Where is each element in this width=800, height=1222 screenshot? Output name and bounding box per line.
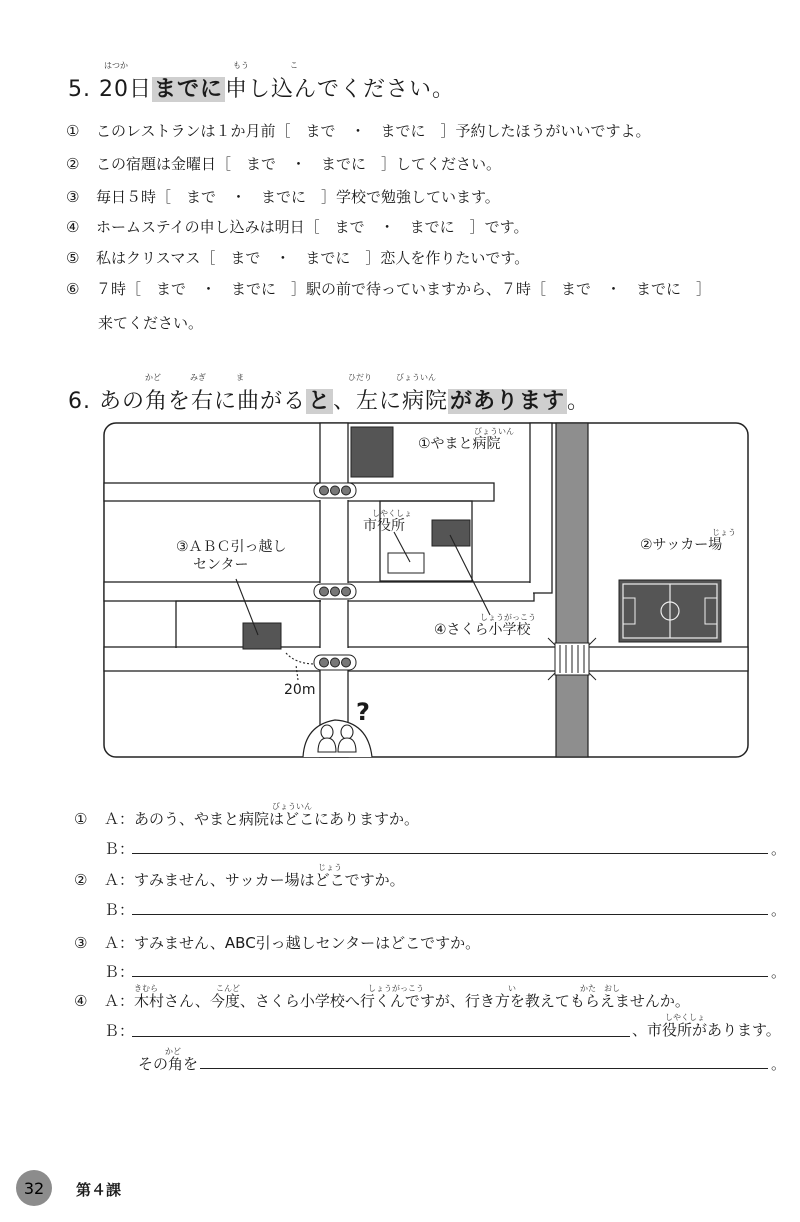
dialog-1-a: ① Ａ：あのう、やまと病院はどこにありますか。	[74, 810, 420, 828]
ruby-mou: もう	[233, 61, 249, 70]
label-sakura-school: ④さくら小学校	[434, 622, 531, 638]
school-building	[432, 520, 470, 546]
section5-item-4: ④ ホームステイの申し込みは明日［ まで ・ までに ］です。	[66, 218, 529, 236]
cityhall-building	[388, 553, 424, 573]
section5-item-6-cont: 来てください。	[98, 314, 204, 332]
river	[556, 423, 588, 757]
answer-line-2[interactable]	[132, 914, 768, 915]
dialog-2-b: Ｂ：	[104, 901, 135, 919]
section5-item-1: ① このレストランは１か月前［ まで ・ までに ］予約したほうがいいですよ。	[66, 122, 651, 140]
dialog-4-a: ④ Ａ：木村さん、今度、さくら小学校へ行くんですが、行き方を教えてもらえませんか。	[74, 992, 690, 1010]
period-4: 。	[771, 1055, 787, 1073]
traffic-light-2	[314, 584, 356, 599]
label-city-hall: 市役所	[363, 518, 405, 534]
section5-highlight: までに	[153, 77, 223, 102]
ruby-hatsuka: はつか	[104, 61, 128, 70]
answer-line-4a[interactable]	[132, 1036, 630, 1037]
answer-line-1[interactable]	[132, 853, 768, 854]
question-mark-icon: ?	[356, 698, 370, 726]
section5-item-6: ⑥ ７時［ まで ・ までに ］駅の前で待っていますから、７時［ まで ・ までに ］	[66, 280, 712, 298]
soccer-field	[619, 580, 721, 642]
section5-item-3: ③ 毎日５時［ まで ・ までに ］学校で勉強しています。	[66, 188, 500, 206]
ruby-ma: ま	[236, 373, 244, 382]
answer-line-3[interactable]	[132, 976, 768, 977]
dialog-3-a: ③ Ａ：すみません、ABC引っ越しセンターはどこですか。	[74, 934, 481, 952]
section5-item-2: ② この宿題は金曜日［ まで ・ までに ］してください。	[66, 155, 502, 173]
page-number: 32	[16, 1170, 52, 1206]
ruby-kado: かど	[145, 373, 161, 382]
dialog-4-last: その角を	[138, 1055, 199, 1073]
traffic-light-3	[314, 655, 356, 670]
ruby-migi: みぎ	[190, 373, 206, 382]
dialog-2-a: ② Ａ：すみません、サッカー場はどこですか。	[74, 871, 405, 889]
dialog-4-b: Ｂ：	[104, 1022, 135, 1040]
label-abc-line2: センター	[193, 557, 249, 573]
section6-title: 6. あの角を右に曲がると、左に病院があります。	[68, 389, 591, 414]
dialog-1-b: Ｂ：	[104, 840, 135, 858]
section5-title: 5. 20日までに申し込んでください。	[68, 77, 456, 102]
label-distance: 20m	[284, 682, 316, 698]
period-2: 。	[771, 901, 787, 919]
ruby-byouin: びょういん	[396, 373, 436, 382]
dialog-3-b: Ｂ：	[104, 963, 135, 981]
crosswalk	[548, 638, 596, 680]
section5-item-5: ⑤ 私はクリスマス［ まで ・ までに ］恋人を作りたいです。	[66, 249, 530, 267]
ruby-hidari: ひだり	[348, 373, 372, 382]
dialog-4-mid: 、市役所があります。	[632, 1021, 781, 1039]
abc-building	[243, 623, 281, 649]
label-soccer-field: ②サッカー場	[640, 537, 723, 553]
period-3: 。	[771, 963, 787, 981]
lesson-label: 第４課	[76, 1181, 122, 1199]
hospital-building	[351, 427, 393, 477]
label-yamato-hospital: ①やまと病院	[418, 436, 501, 452]
traffic-light-1	[314, 483, 356, 498]
period-1: 。	[771, 840, 787, 858]
answer-line-4b[interactable]	[200, 1068, 768, 1069]
ruby-ko: こ	[290, 61, 298, 70]
label-abc-line1: ③ＡＢＣ引っ越し	[176, 539, 287, 555]
